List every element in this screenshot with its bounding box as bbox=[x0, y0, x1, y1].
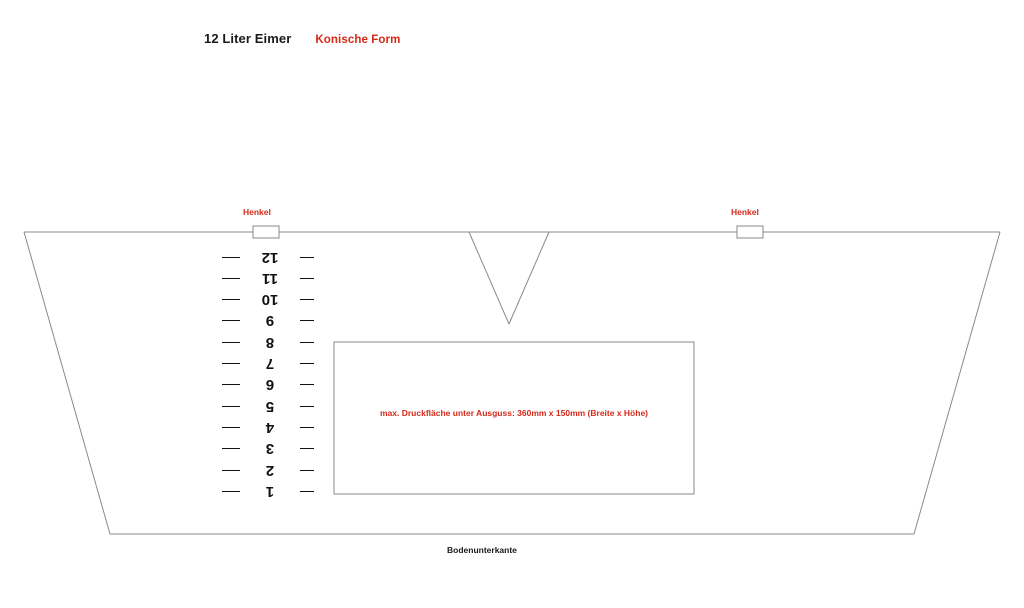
scale-mark bbox=[222, 335, 314, 349]
scale-mark bbox=[222, 442, 314, 456]
scale-mark-label: 8 bbox=[265, 333, 275, 351]
scale-tick-right bbox=[300, 470, 314, 471]
scale-tick-right bbox=[300, 448, 314, 449]
left-wall-line bbox=[24, 232, 110, 534]
scale-tick-left bbox=[222, 320, 240, 321]
scale-mark bbox=[222, 463, 314, 477]
handle-mount-left bbox=[253, 226, 279, 238]
scale-mark bbox=[222, 314, 314, 328]
title-main: 12 Liter Eimer bbox=[204, 31, 292, 46]
scale-tick-left bbox=[222, 406, 240, 407]
scale-mark bbox=[222, 378, 314, 392]
print-area-rect bbox=[334, 342, 694, 494]
scale-mark bbox=[222, 399, 314, 413]
scale-tick-left bbox=[222, 427, 240, 428]
bottom-edge-label: Bodenunterkante bbox=[447, 545, 517, 555]
scale-tick-left bbox=[222, 342, 240, 343]
scale-tick-right bbox=[300, 363, 314, 364]
scale-tick-right bbox=[300, 384, 314, 385]
scale-tick-left bbox=[222, 384, 240, 385]
scale-tick-left bbox=[222, 278, 240, 279]
scale-tick-right bbox=[300, 342, 314, 343]
scale-tick-right bbox=[300, 491, 314, 492]
scale-mark-label: 3 bbox=[265, 440, 275, 458]
scale-tick-right bbox=[300, 427, 314, 428]
scale-mark-label: 9 bbox=[265, 312, 275, 330]
scale-mark bbox=[222, 271, 314, 285]
scale-tick-left bbox=[222, 299, 240, 300]
scale-mark bbox=[222, 420, 314, 434]
scale-tick-right bbox=[300, 406, 314, 407]
scale-tick-left bbox=[222, 448, 240, 449]
scale-tick-left bbox=[222, 491, 240, 492]
scale-mark-label: 10 bbox=[261, 291, 279, 309]
title-subtitle: Konische Form bbox=[315, 34, 401, 46]
scale-tick-left bbox=[222, 363, 240, 364]
scale-mark-label: 12 bbox=[261, 248, 279, 266]
scale-mark-label: 7 bbox=[265, 355, 275, 372]
scale-tick-right bbox=[300, 257, 314, 258]
scale-tick-right bbox=[300, 278, 314, 279]
scale-tick-right bbox=[300, 299, 314, 300]
scale-mark-label: 4 bbox=[265, 418, 275, 436]
handle-mount-right bbox=[737, 226, 763, 238]
scale-mark-label: 1 bbox=[265, 482, 275, 500]
spout-left-line bbox=[469, 232, 509, 324]
scale-tick-left bbox=[222, 470, 240, 471]
scale-mark-label: 2 bbox=[265, 461, 275, 479]
scale-mark-label: 5 bbox=[265, 397, 275, 415]
scale-mark-label: 6 bbox=[265, 376, 275, 394]
liter-scale bbox=[222, 250, 314, 506]
handle-label-left: Henkel bbox=[243, 207, 271, 217]
scale-mark bbox=[222, 293, 314, 307]
handle-label-right: Henkel bbox=[731, 207, 759, 217]
right-wall-line bbox=[914, 232, 1000, 534]
scale-mark bbox=[222, 250, 314, 264]
spout-right-line bbox=[509, 232, 549, 324]
scale-mark-label: 11 bbox=[262, 269, 278, 287]
scale-mark bbox=[222, 484, 314, 498]
print-area-note: max. Druckfläche unter Ausguss: 360mm x 150mm (Breite x Höhe) bbox=[380, 408, 649, 418]
scale-tick-right bbox=[300, 320, 314, 321]
scale-mark bbox=[222, 357, 314, 371]
scale-tick-left bbox=[222, 257, 240, 258]
